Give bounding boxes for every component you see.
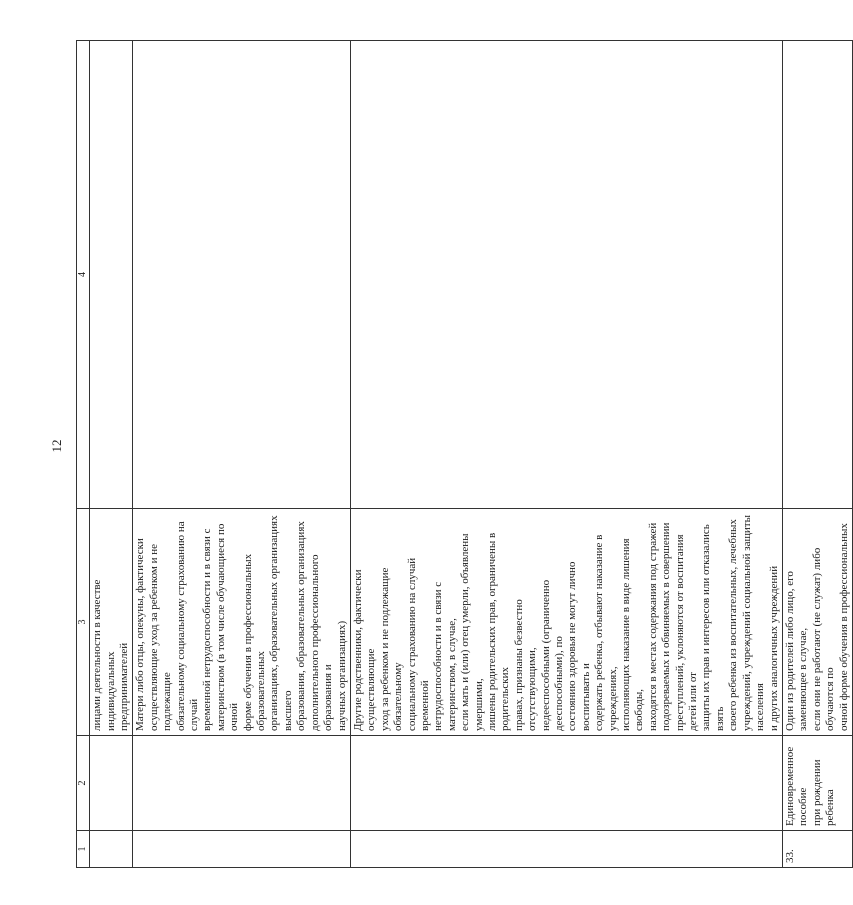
- recipients-cell: Матери либо отцы, опекуны, фактически осуществляющие уход за ребенком и не подлежащие обязательному социальному страхованию на случай временной нетрудоспособности и в связи с материнством (в том числе обучающиеся по очной форме обучения в профессиональных образовательных организациях, образовательных организациях высшего образования, образовательных организациях дополнительного профессионального образования и научных организациях): [133, 509, 351, 736]
- column-header-2: 2: [77, 736, 90, 831]
- column-header-3: 3: [77, 509, 90, 736]
- benefit-name-cell: [350, 736, 782, 831]
- benefits-table-container: [76, 41, 850, 868]
- column-4-cell: [782, 41, 852, 509]
- recipients-cell: Один из родителей либо лицо, его заменяющее в случае, если они не работают (не служат) либо обучаются по очной форме обучения в профессиональных: [782, 509, 852, 736]
- benefit-name-cell: Единовременное пособие при рождении ребенка: [782, 736, 852, 831]
- table-header-row: [77, 41, 90, 868]
- recipients-cell: лицами деятельности в качестве индивидуальных предпринимателей: [90, 509, 133, 736]
- row-number-cell: 33.: [782, 831, 852, 868]
- column-4-cell: [133, 41, 351, 509]
- column-header-1: 1: [77, 831, 90, 868]
- table-row: [350, 41, 782, 868]
- column-4-cell: [350, 41, 782, 509]
- column-4-cell: [90, 41, 133, 509]
- row-number-cell: [133, 831, 351, 868]
- row-number-cell: [350, 831, 782, 868]
- recipients-cell: Другие родственники, фактически осуществляющие уход за ребенком и не подлежащие обязательному социальному страхованию на случай временной нетрудоспособности и в связи с материнством, в случае, если мать и (или) отец умерли, объявлены умершими, лишены родительских прав, ограничены в родительских правах, признаны безвестно отсутствующими, недееспособными (ограниченно дееспособными), по состоянию здоровья не могут лично воспитывать и содержать ребенка, отбывают наказание в учреждениях, исполняющих наказание в виде лишения свободы, находятся в местах содержания под стражей подозреваемых и обвиняемых в совершении преступлений, уклоняются от воспитания детей или от защиты их прав и интересов или отказались взять своего ребенка из воспитательных, лечебных учреждений, учреждений социальной защиты населения и других аналогичных учреждений: [350, 509, 782, 736]
- page-number: 12: [49, 439, 64, 453]
- benefits-table: [76, 40, 853, 868]
- table-row: [782, 41, 852, 868]
- table-row: [133, 41, 351, 868]
- benefit-name-cell: [90, 736, 133, 831]
- benefit-name-cell: [133, 736, 351, 831]
- column-header-4: 4: [77, 41, 90, 509]
- table-row: [90, 41, 133, 868]
- row-number-cell: [90, 831, 133, 868]
